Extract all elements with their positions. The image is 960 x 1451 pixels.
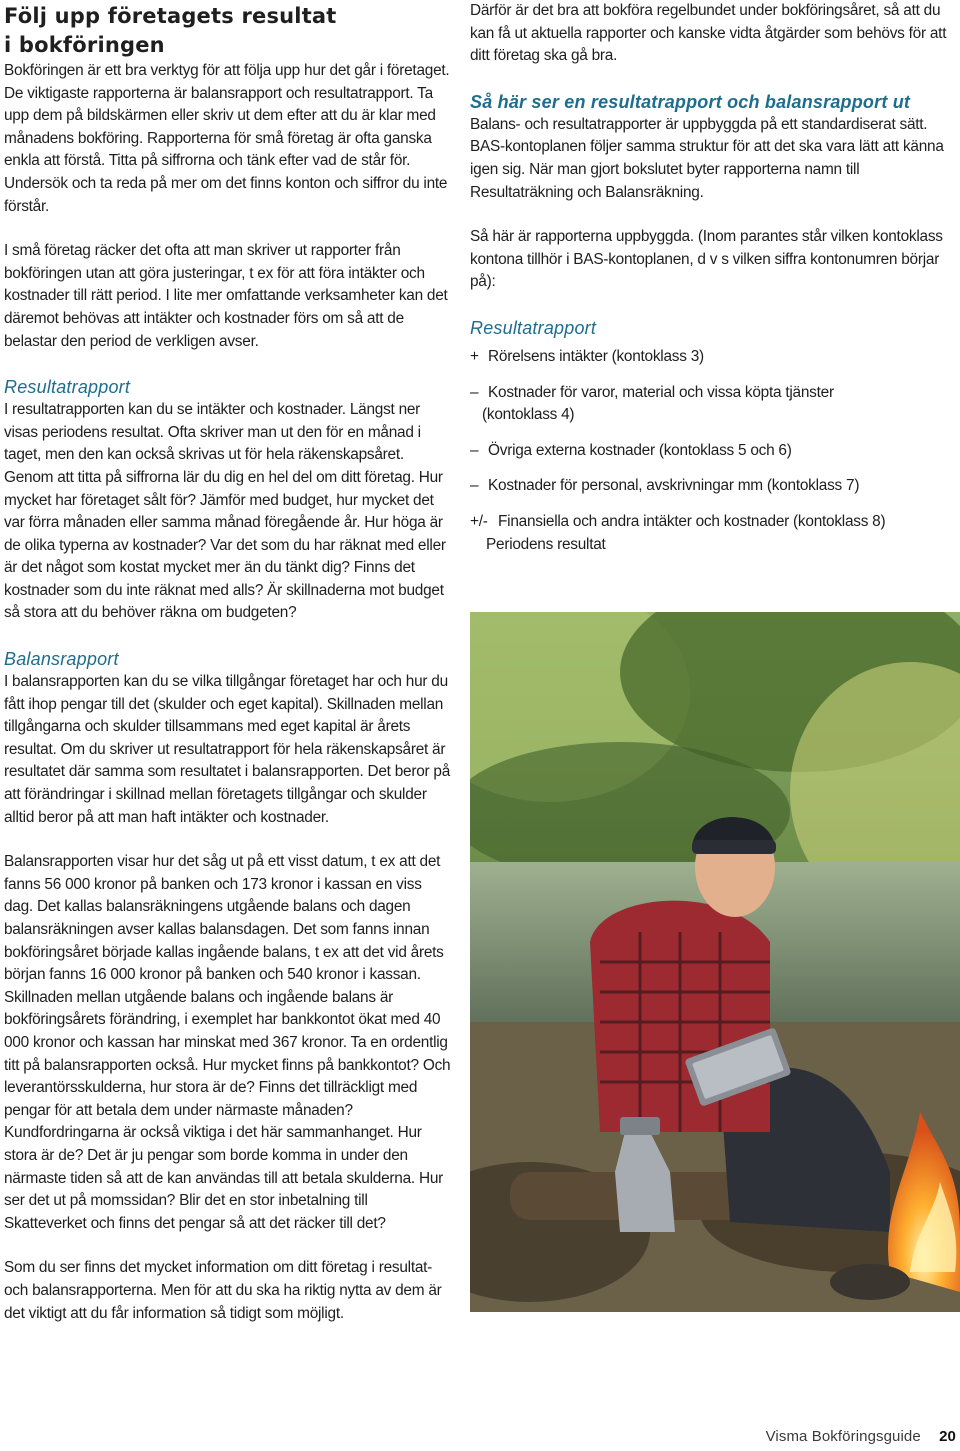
list-item: + Rörelsens intäkter (kontoklass 3)	[470, 346, 950, 369]
list-item: – Övriga externa kostnader (kontoklass 5 och 6)	[470, 440, 950, 463]
structure-paragraph: Så här är rapporterna uppbyggda. (Inom parantes står vilken kontoklass kontona tillhör i BAS-kontoplanen, d v s vilken siffra kontonumren börjar på):	[470, 228, 943, 291]
adjustments-paragraph: I små företag räcker det ofta att man skriver ut rapporter från bokföringen utan att göra justeringar, t ex för att föra intäkter och kostnader till rätt period. I lite mer omfattande verksamheter kan det däremot behövas att intäkter och kostnader förs om så att de belastar den period de verkligen avser.	[4, 242, 448, 350]
photo-man-with-tablet-by-campfire	[470, 612, 960, 1312]
right-column	[470, 0, 950, 556]
balansrapport-example-paragraph: Balansrapporten visar hur det såg ut på ett visst datum, t ex att det fanns 56 000 kronor på banken och 173 kronor i kassan en viss dag. Det kallas balansräkningens utgående balans och dagen balansräkningen avser kallas balansdagen. Det som fanns innan bokföringsåret började kallas ingående balans, t ex att det vid årets början fanns 16 000 kronor på banken och 540 kronor i kassan. Skillnaden mellan utgående balans och ingående balans är bokföringsårets förändring, i exemplet har bankkontot ökat med 40 000 kronor och kassan har minskat med 367 kronor. Ta en ordentlig titt på balansrapporten också. Hur mycket finns på bankkontot? Och leverantörsskulderna, hur stora är de? Finns det tillräckligt med pengar för att betala dem under närmaste månaden? Kundfordringarna är också viktiga i det här sammanhanget. Hur stora är de? Det är ju pengar som borde komma in under den närmaste tiden så att de kan användas till att betala skulderna. Hur ser det ut på momssidan? Blir det en stor inbetalning till Skatteverket och finns det pengar så att det räcker till det?	[4, 853, 451, 1232]
howto-heading: Så här ser en resultatrapport och balansrapport ut	[470, 91, 911, 112]
page-title: Följ upp företagets resultat i bokföringen	[4, 4, 337, 57]
resultatrapport-paragraph: I resultatrapporten kan du se intäkter och kostnader. Längst ner visas periodens resultat. Ofta skriver man ut den för en månad i taget, men den kan också skrivas ut för hela räkenskapsåret. Genom att titta på siffrorna lär du dig en hel del om ditt företag. Hur mycket har företaget sålt för? Jämför med budget, hur mycket det var förra månaden eller samma månad föregående år. Hur höga är de olika typerna av kostnader? Var det som du har räknat med eller är det något som kostat mycket mer än du tänkt dig? Finns det kostnader som du inte räknat med alls? Är skillnaderna mot budget så stora att du behöver räkna om budgeten?	[4, 401, 446, 622]
list-item: – Kostnader för varor, material och vissa köpta tjänster (kontoklass 4)	[470, 383, 834, 424]
guide-name: Visma Bokföringsguide	[765, 1428, 921, 1445]
intro-paragraph: Bokföringen är ett bra verktyg för att följa upp hur det går i företaget. De viktigaste rapporterna är balansrapport och resultatrapport. Ta upp dem på bildskärmen eller skriv ut dem efter att du är klar med månadens bokföring. Rapporterna för små företag är ofta ganska enkla att förstå. Titta på siffrorna och tänk efter vad de står för. Undersök och ta reda på mer om det finns konton och siffror du inte förstår.	[4, 62, 450, 215]
page-footer	[766, 1428, 956, 1445]
balansrapport-paragraph: I balansrapporten kan du se vilka tillgångar företaget har och hur du fått ihop pengar till det (skulder och eget kapital). Skillnaden mellan tillgångarna och skulder tillsammans med eget kapital är årets resultat. Om du skriver ut resultatrapport för hela räkenskapsåret är resultatet där samma som resultatet i balansrapporten. Det beror på att förändringar i skillnad mellan företagets tillgångar och skulder alltid beror på att man haft intäkter och kostnader.	[4, 673, 451, 826]
closing-paragraph: Som du ser finns det mycket information om ditt företag i resultat- och balansrapporterna. Men för att du ska ha riktig nytta av dem är det viktigt att du får information så tidigt som möjligt.	[4, 1259, 442, 1322]
list-item: – Kostnader för personal, avskrivningar mm (kontoklass 7)	[470, 475, 950, 498]
photo-illustration	[470, 612, 960, 1312]
page-number: 20	[939, 1428, 956, 1445]
resultatrapport-heading: Resultatrapport	[4, 377, 131, 398]
balansrapport-heading: Balansrapport	[4, 649, 119, 670]
minus-sign: –	[470, 477, 479, 495]
plus-minus-sign: +/-	[470, 512, 488, 530]
list-heading: Resultatrapport	[470, 317, 597, 338]
minus-sign: –	[470, 383, 479, 401]
plus-sign: +	[470, 347, 479, 365]
minus-sign: –	[470, 441, 479, 459]
howto-paragraph: Balans- och resultatrapporter är uppbyggda på ett standardiserat sätt. BAS-kontoplanen följer samma struktur för att det ska vara lätt att känna igen sig. När man gjort bokslutet byter rapporterna namn till Resultaträkning och Balansräkning.	[470, 115, 944, 201]
right-intro-paragraph: Därför är det bra att bokföra regelbundet under bokföringsåret, så att du kan få ut aktuella rapporter och kanske vidta åtgärder som behövs för att ditt företag ska gå bra.	[470, 2, 947, 65]
left-column	[4, 0, 452, 1325]
list-item: +/- Finansiella och andra intäkter och kostnader (kontoklass 8) Periodens resultat	[470, 512, 886, 553]
